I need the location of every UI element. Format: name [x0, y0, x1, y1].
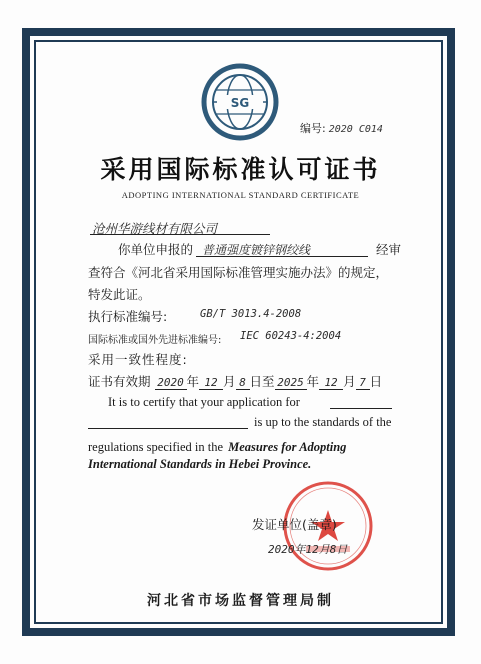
validity-end-month: 12 [319, 376, 343, 390]
english-blank-2 [88, 428, 248, 429]
serial-value: 2020 C014 [328, 124, 383, 135]
intl-standard-value: IEC 60243-4:2004 [240, 330, 342, 342]
month-char-1: 月 [223, 374, 236, 389]
validity-start-month: 12 [199, 376, 223, 390]
logo-letters: SG [230, 96, 250, 110]
intl-standard-label: 国际标准或国外先进标准编号: [88, 335, 222, 346]
english-line-3-plain: regulations specified in the [88, 440, 224, 454]
validity-to: 日至 [249, 374, 275, 389]
title-english: ADOPTING INTERNATIONAL STANDARD CERTIFICATE [121, 190, 360, 200]
english-line-4: International Standards in Hebei Province. [88, 457, 312, 471]
validity-label: 证书有效期 [88, 374, 151, 389]
csg-globe-logo-icon [200, 62, 280, 142]
validity-start-day: 8 [236, 376, 250, 390]
application-suffix: 经审 [376, 242, 402, 257]
company-underline [90, 234, 270, 235]
month-char-2: 月 [343, 374, 356, 389]
english-blank-1 [330, 408, 392, 409]
issue-date: 2020年12月8日 [268, 543, 348, 556]
regulation-line: 查符合《河北省采用国际标准管理实施办法》的规定， [88, 265, 389, 280]
serial-label: 编号: [300, 122, 326, 135]
issuing-authority: 河北省市场监督管理局制 [147, 593, 334, 609]
company-name: 沧州华游线材有限公司 [92, 221, 218, 236]
application-product: 普通强度镀锌钢绞线 [202, 243, 311, 257]
validity-end-year: 2025 [275, 376, 307, 390]
application-prefix: 你单位申报的 [118, 242, 194, 257]
english-line-1: It is to certify that your application for [108, 395, 300, 409]
year-char-2: 年 [306, 374, 320, 389]
english-line-2: is up to the standards of the [254, 415, 392, 429]
serial-number [300, 120, 383, 136]
validity-start-year: 2020 [155, 376, 187, 390]
issuer-label: 发证单位(盖章) [252, 517, 337, 532]
consistency-label: 采用一致性程度: [88, 352, 188, 367]
year-char-1: 年 [186, 374, 200, 389]
title-chinese: 采用国际标准认可证书 [100, 155, 381, 184]
day-char-2: 日 [369, 374, 383, 389]
english-line-3-italic: Measures for Adopting [228, 440, 347, 454]
validity-row [88, 372, 382, 390]
validity-end-day: 7 [356, 376, 370, 390]
standard-label: 执行标准编号: [88, 309, 168, 324]
product-underline [196, 256, 368, 257]
issuance-line: 特发此证。 [88, 287, 151, 302]
standard-value: GB/T 3013.4-2008 [200, 308, 302, 320]
english-line-3 [88, 436, 346, 455]
